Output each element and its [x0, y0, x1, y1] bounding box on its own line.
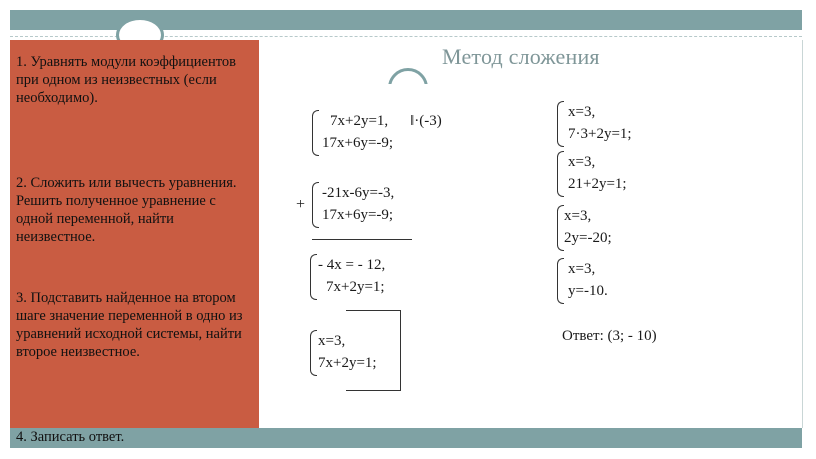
step-4: 4. Записать ответ.	[16, 429, 125, 445]
system-3	[318, 254, 385, 298]
brace-icon	[312, 110, 319, 156]
system-6	[568, 151, 627, 195]
brace-icon	[557, 258, 564, 304]
brace-icon	[557, 101, 564, 147]
sys4-eq2: 7x+2y=1;	[318, 355, 377, 371]
sys8-eq2: y=-10.	[568, 283, 608, 299]
sys5-eq2: 7·3+2y=1;	[568, 126, 632, 142]
box-line	[346, 390, 401, 391]
sys5-eq1: x=3,	[568, 104, 596, 120]
system-7	[564, 205, 612, 249]
sys8-eq1: x=3,	[568, 261, 596, 277]
sys4-eq1: x=3,	[318, 333, 346, 349]
step-2: 2. Сложить или вычесть уравнения. Решить полученное уравнение с одной переменной, найти неизвестное.	[16, 175, 237, 245]
system-4	[318, 330, 377, 374]
brace-icon	[310, 254, 317, 300]
brace-icon	[312, 182, 319, 228]
brace-icon	[310, 330, 317, 376]
system-8	[568, 258, 608, 302]
sys3-eq1: - 4x = - 12,	[318, 257, 386, 273]
box-line	[400, 310, 401, 390]
sys3-eq2: 7x+2y=1;	[326, 279, 385, 295]
step-3: 3. Подставить найденное на втором шаге значение переменной в одно из уравнений исходной системы, найти второе неизвестное.	[16, 290, 243, 360]
sys6-eq1: x=3,	[568, 154, 596, 170]
brace-icon	[557, 205, 564, 251]
brace-icon	[557, 151, 564, 197]
multiplier: ‖·(-3)	[410, 113, 442, 129]
sys7-eq1: x=3,	[564, 208, 592, 224]
slide-title: Метод сложения	[442, 44, 600, 69]
sys1-eq2: 17x+6y=-9;	[322, 135, 394, 151]
answer-text: Ответ: (3; - 10)	[562, 328, 657, 344]
system-2	[322, 182, 394, 226]
sys6-eq2: 21+2y=1;	[568, 176, 627, 192]
sys7-eq2: 2y=-20;	[564, 230, 612, 246]
sys2-eq2: 17x+6y=-9;	[322, 207, 394, 223]
system-1	[322, 110, 393, 154]
sys2-eq1: -21x-6y=-3,	[322, 185, 395, 201]
sum-rule	[312, 239, 412, 240]
box-line	[346, 310, 401, 311]
system-5	[568, 101, 632, 145]
sys1-eq1: 7x+2y=1,	[330, 113, 389, 129]
step-1: 1. Уравнять модули коэффициентов при одном из неизвестных (если необходимо).	[16, 54, 236, 106]
plus-sign: +	[296, 196, 306, 213]
